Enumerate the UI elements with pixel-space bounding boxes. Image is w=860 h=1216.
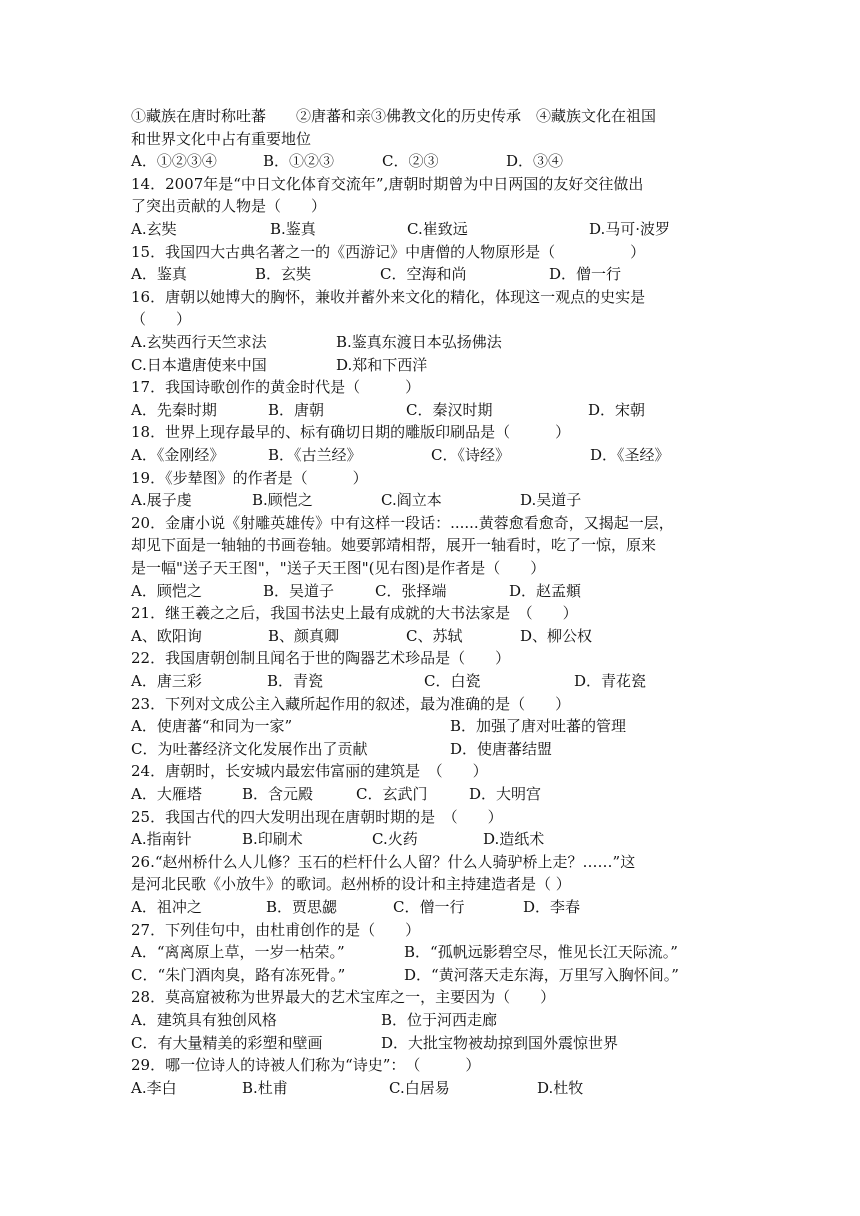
line-text: 19．《步辇图》的作者是（ ） — [131, 468, 368, 487]
answer-option: D.吴道子 — [520, 491, 582, 510]
line-text: 20．金庸小说《射雕英雄传》中有这样一段话：......黄蓉愈看愈奇，又揭起一层， — [131, 513, 674, 532]
answer-option: D．使唐蕃结盟 — [450, 739, 553, 758]
answer-option: B．位于河西走廊 — [381, 1011, 498, 1029]
answer-option: A．《金刚经》 — [131, 446, 225, 464]
answer-option: A.指南针 — [131, 830, 192, 849]
answer-option: C.崔致远 — [407, 220, 468, 238]
line-text: 23．下列对文成公主入藏所起作用的叙述，最为准确的是（ ） — [131, 694, 571, 713]
line-text: 16．唐朝以她博大的胸怀，兼收并蓄外来文化的精化，体现这一观点的史实是 — [131, 287, 646, 306]
answer-option: B．唐朝 — [268, 400, 325, 419]
answer-option: D.杜牧 — [537, 1078, 584, 1097]
line-text: 27．下列佳句中，由杜甫创作的是（ ） — [131, 920, 421, 939]
answer-option: C、苏轼 — [406, 626, 463, 645]
answer-option: B．①②③ — [263, 152, 335, 171]
answer-option: D、柳公权 — [520, 626, 593, 645]
line-text: 17．我国诗歌创作的黄金时代是（ ） — [131, 378, 421, 397]
answer-option: A.展子虔 — [131, 491, 192, 510]
answer-option: C.日本遣唐使来中国 — [131, 355, 267, 374]
line-text: 15．我国四大古典名著之一的《西游记》中唐僧的人物原形是（ ） — [131, 242, 646, 261]
answer-option: D．“黄河落天走东海，万里写入胸怀间。” — [404, 965, 679, 984]
line-text: 是河北民歌《小放牛》的歌词。赵州桥的设计和主持建造者是（ ） — [131, 875, 571, 894]
line-text: （ ） — [131, 310, 192, 329]
answer-option: B．贾思勰 — [266, 898, 338, 916]
answer-option: A.李白 — [131, 1078, 177, 1097]
answer-option: A．鉴真 — [131, 265, 187, 284]
answer-option: A.玄奘 — [131, 220, 177, 238]
line-text: 26.“赵州桥什么人儿修？玉石的栏杆什么人留？什么人骑驴桥上走？……”这 — [131, 852, 636, 871]
answer-option: D．宋朝 — [588, 400, 646, 419]
answer-option: B.杜甫 — [242, 1078, 288, 1097]
answer-option: A．顾恺之 — [131, 581, 202, 600]
answer-option: D.马可·波罗 — [589, 220, 671, 238]
answer-option: D．青花瓷 — [574, 672, 647, 690]
answer-option: A．先秦时期 — [131, 400, 217, 419]
answer-option: C．②③ — [382, 152, 439, 171]
line-text: ①藏族在唐时称吐蕃 ②唐蕃和亲③佛教文化的历史传承 ④藏族文化在祖国 — [131, 107, 657, 125]
answer-option: B．加强了唐对吐蕃的管理 — [450, 717, 627, 736]
answer-option: D．李春 — [523, 898, 581, 916]
line-text: 22．我国唐朝创制且闻名于世的陶器艺术珍品是（ ） — [131, 649, 511, 668]
answer-option: D．③④ — [506, 152, 564, 171]
line-text: 24．唐朝时，长安城内最宏伟富丽的建筑是 （ ） — [131, 762, 488, 781]
answer-option: C．有大量精美的彩塑和壁画 — [131, 1033, 323, 1052]
line-text: 却见下面是一轴轴的书画卷轴。她要郭靖相帮，展开一轴看时，吃了一惊，原来 — [131, 536, 657, 555]
line-text: 和世界文化中占有重要地位 — [131, 129, 312, 148]
line-text: 14．2007年是“中日文化体育交流年”,唐朝时期曾为中日两国的友好交往做出 — [131, 174, 644, 193]
answer-option: D.造纸术 — [483, 830, 545, 849]
answer-option: A．“离离原上草，一岁一枯荣。” — [131, 943, 345, 962]
answer-option: A.玄奘西行天竺求法 — [131, 333, 267, 351]
answer-option: A、欧阳询 — [131, 626, 202, 645]
answer-option: C．白瓷 — [424, 672, 481, 690]
answer-option: D.郑和下西洋 — [336, 355, 428, 374]
answer-option: C.白居易 — [389, 1078, 450, 1097]
answer-option: B.鉴真东渡日本弘扬佛法 — [336, 333, 502, 351]
answer-option: A．使唐蕃“和同为一家” — [131, 717, 293, 736]
line-text: 18．世界上现存最早的、标有确切日期的雕版印刷品是（ ） — [131, 423, 571, 442]
line-text: 了突出贡献的人物是（ ） — [131, 197, 327, 216]
answer-option: B.顾恺之 — [252, 491, 313, 510]
answer-option: B.印刷术 — [242, 830, 303, 849]
answer-option: B．玄奘 — [255, 265, 312, 284]
answer-option: A．建筑具有独创风格 — [131, 1011, 277, 1029]
line-text: 21．继王羲之之后，我国书法史上最有成就的大书法家是 （ ） — [131, 604, 578, 623]
answer-option: C.火药 — [372, 830, 418, 849]
line-text: 25．我国古代的四大发明出现在唐朝时期的是 （ ） — [131, 807, 503, 826]
answer-option: A．唐三彩 — [131, 672, 202, 690]
answer-option: B．含元殿 — [242, 785, 314, 803]
line-text: 29．哪一位诗人的诗被人们称为“诗史”： （ ） — [131, 1056, 481, 1075]
answer-option: C．为吐蕃经济文化发展作出了贡献 — [131, 739, 368, 758]
answer-option: D．僧一行 — [549, 265, 622, 284]
answer-option: C．空海和尚 — [380, 265, 467, 284]
answer-option: D．赵孟頫 — [509, 581, 582, 600]
answer-option: D．《圣经》 — [590, 446, 670, 464]
answer-option: B、颜真卿 — [268, 626, 340, 645]
answer-option: B．吴道子 — [263, 581, 335, 600]
answer-option: C．玄武门 — [356, 785, 428, 803]
answer-option: C．秦汉时期 — [406, 400, 493, 419]
answer-option: B.鉴真 — [270, 220, 316, 238]
answer-option: D．大明宫 — [469, 785, 542, 803]
answer-option: B．青瓷 — [267, 672, 324, 690]
answer-option: B．《古兰经》 — [268, 446, 362, 464]
answer-option: A．祖冲之 — [131, 898, 202, 916]
answer-option: B．“孤帆远影碧空尽，惟见长江天际流。” — [404, 943, 678, 962]
line-text: 是一幅"送子天王图"，"送子天王图"(见右图)是作者是（ ） — [131, 559, 546, 577]
answer-option: D．大批宝物被劫掠到国外震惊世界 — [381, 1033, 619, 1052]
answer-option: C．“朱门酒肉臭，路有冻死骨。” — [131, 965, 346, 984]
answer-option: C.阎立本 — [381, 491, 442, 510]
answer-option: C．《诗经》 — [431, 446, 510, 464]
answer-option: A．大雁塔 — [131, 785, 202, 803]
answer-option: A．①②③④ — [131, 152, 217, 171]
answer-option: C．张择端 — [375, 581, 447, 600]
line-text: 28．莫高窟被称为世界最大的艺术宝库之一，主要因为（ ） — [131, 988, 556, 1007]
answer-option: C．僧一行 — [393, 898, 465, 916]
